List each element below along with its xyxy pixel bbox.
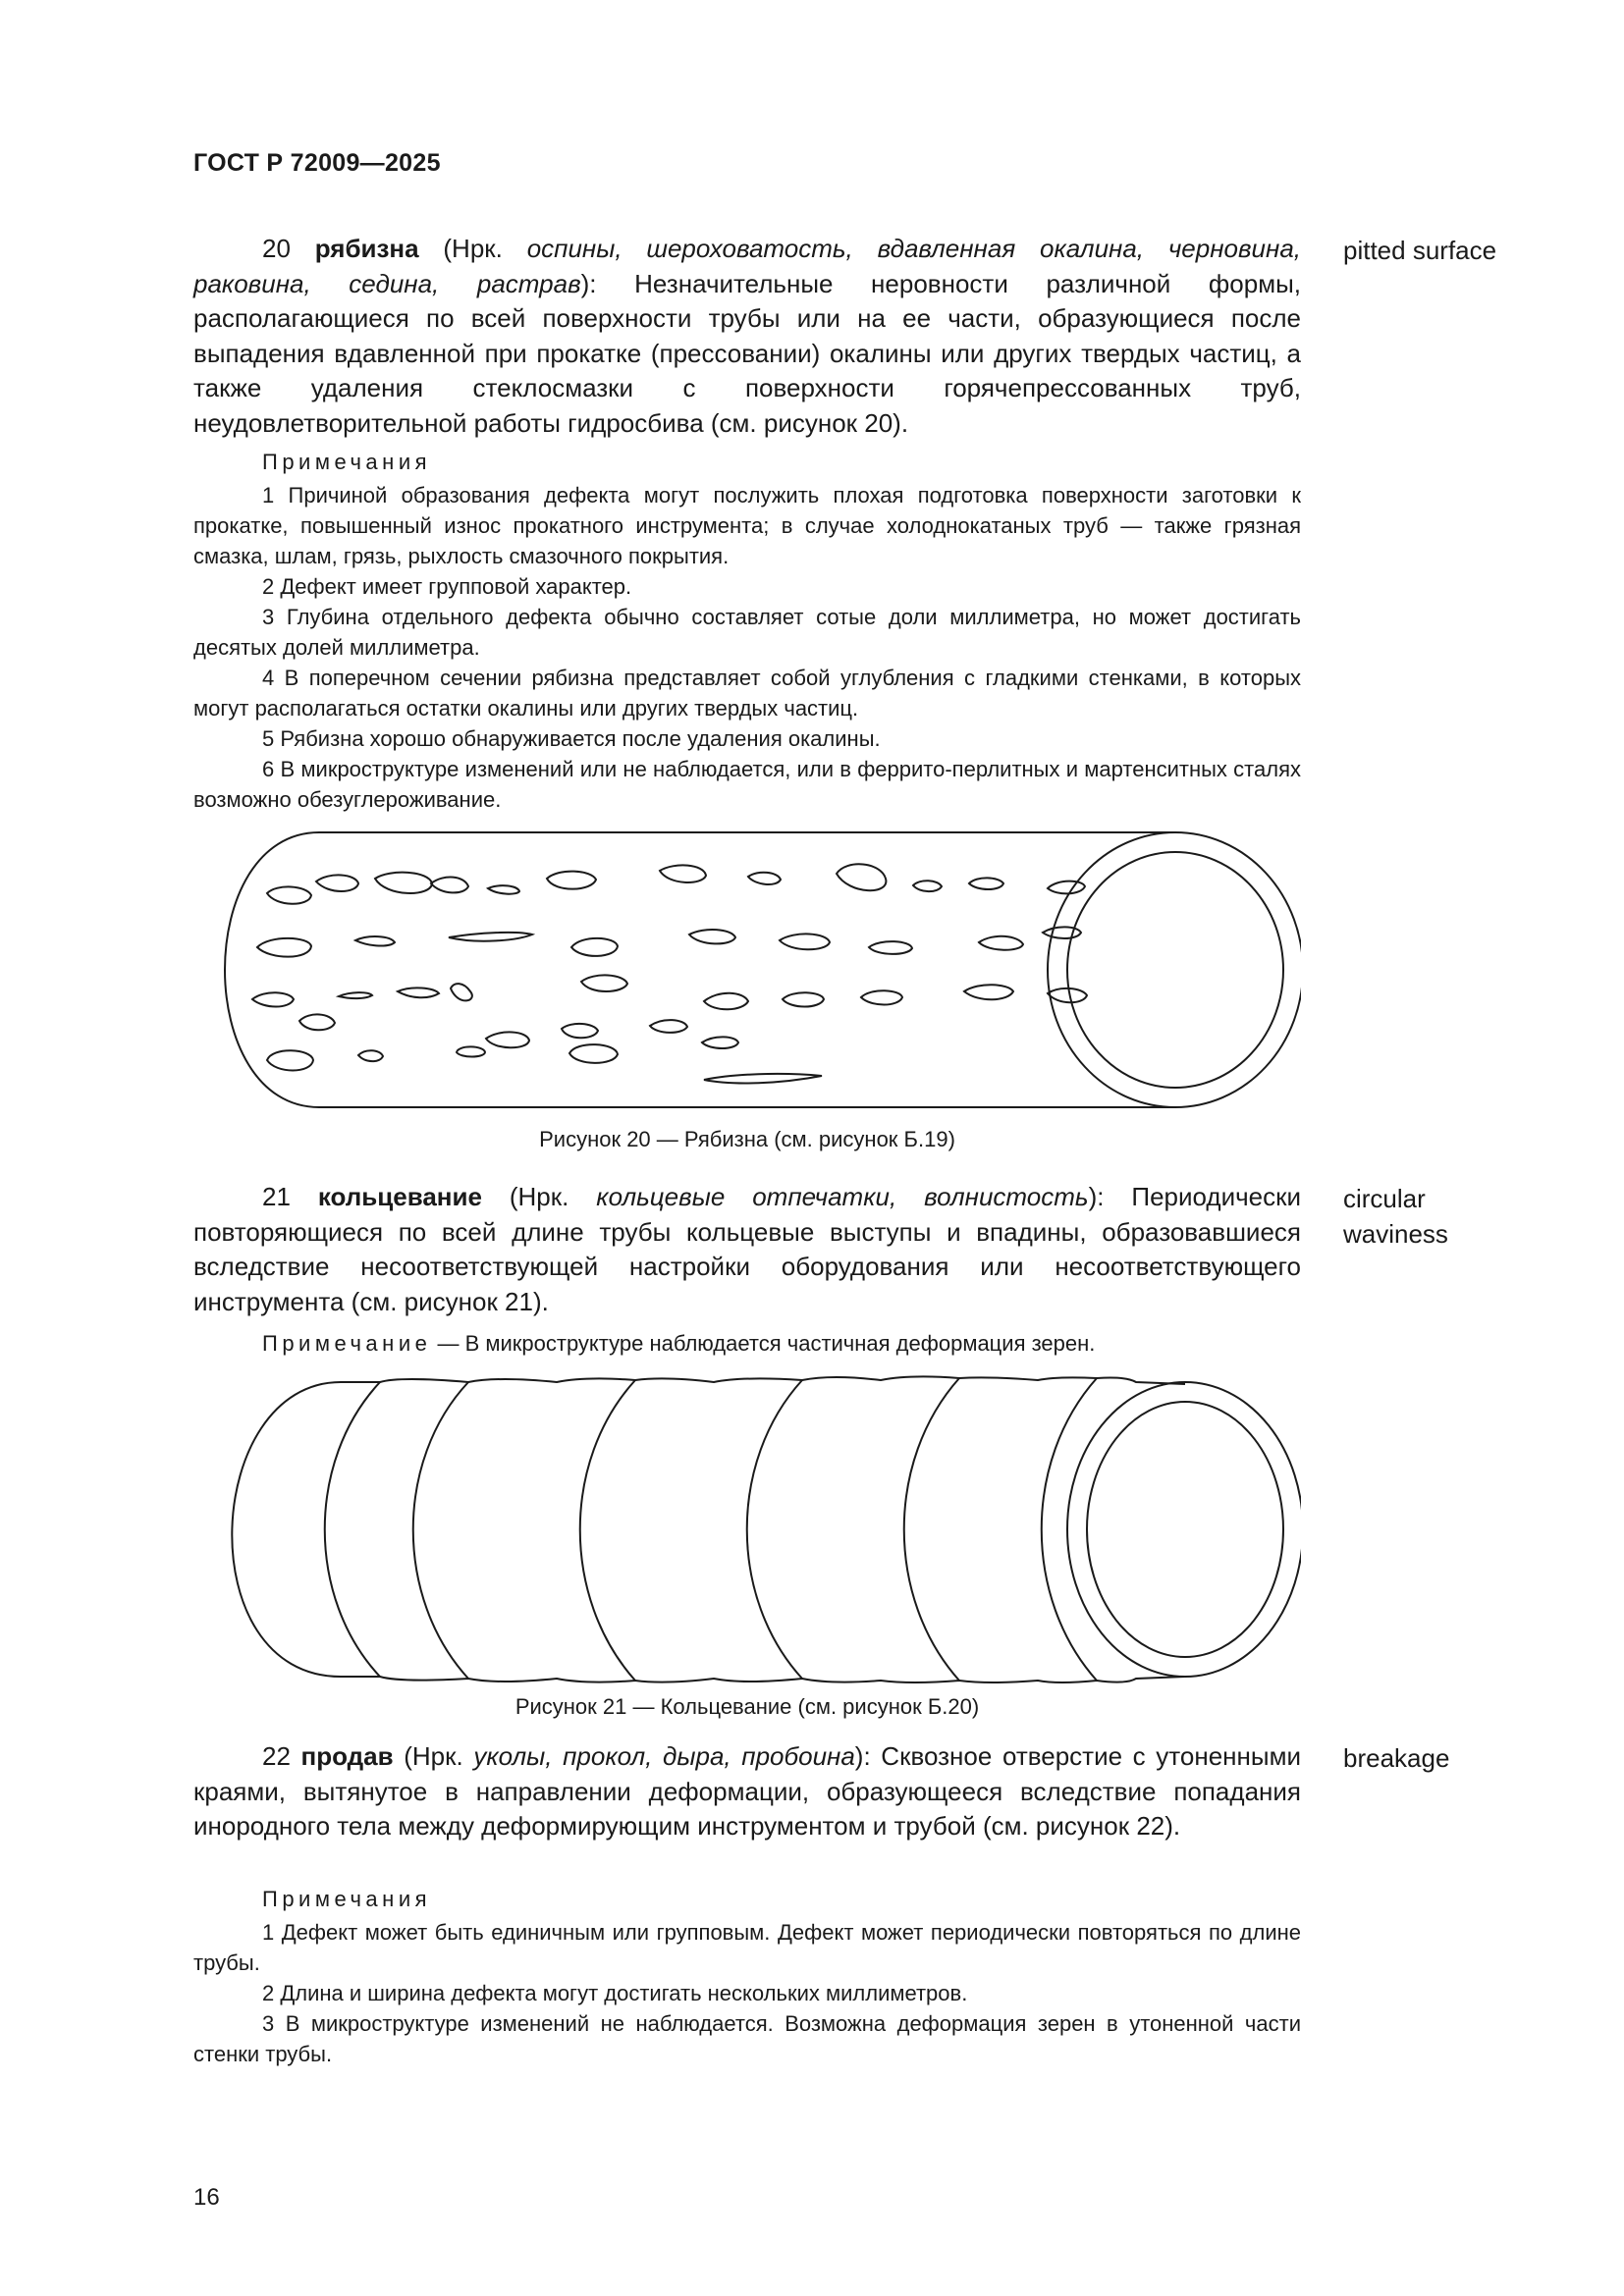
term-suffix: ):	[1088, 1182, 1132, 1211]
term-21-paragraph	[193, 1180, 1301, 1319]
term-20-english: pitted surface	[1343, 236, 1497, 265]
term-22-english: breakage	[1343, 1743, 1450, 1773]
term-number: 20	[262, 234, 291, 263]
term-name: кольцевание	[317, 1182, 482, 1211]
term-definition: Сквозное отверстие с утоненными краями, вытянутое в направлении деформации, образующееся вследствие попадания инородного тела между деформирующим инструментом и трубой (см. рисунок 22).	[193, 1741, 1301, 1841]
note-label: Примечание	[262, 1331, 432, 1356]
figure-20-caption: Рисунок 20 — Рябизна (см. рисунок Б.19)	[539, 1127, 955, 1151]
ring-groove	[580, 1380, 635, 1681]
term-22-paragraph	[193, 1739, 1301, 1844]
term-prefix: (Нрк.	[418, 234, 527, 263]
term-prefix: (Нрк.	[481, 1182, 597, 1211]
ring-groove	[1042, 1378, 1097, 1681]
ring-groove	[325, 1382, 380, 1677]
note-item: 3 В микроструктуре изменений не наблюдается. Возможна деформация зерен в утоненной части стенки трубы.	[193, 2011, 1301, 2066]
term-synonyms: уколы, прокол, дыра, пробоина	[473, 1741, 855, 1771]
note-item: 1 Дефект может быть единичным или групповым. Дефект может периодически повторяться по длине трубы.	[193, 1920, 1301, 1975]
term-prefix: (Нрк.	[393, 1741, 474, 1771]
note-item: 5 Рябизна хорошо обнаруживается после удаления окалины.	[262, 726, 881, 751]
note-item: 2 Длина и ширина дефекта могут достигать нескольких миллиметров.	[262, 1981, 968, 2005]
term-synonyms: оспины, шероховатость, вдавленная окалина, черновина, раковина, седина, растрав	[193, 234, 1301, 298]
note-item: 2 Дефект имеет групповой характер.	[262, 574, 632, 599]
term-20-paragraph	[193, 232, 1301, 441]
figure-20-pitted-pipe	[193, 825, 1301, 1119]
note-item: 6 В микроструктуре изменений или не наблюдается, или в феррито-перлитных и мартенситных сталях возможно обезуглероживание.	[193, 757, 1301, 812]
term-number: 22	[262, 1741, 291, 1771]
note-text: — В микроструктуре наблюдается частичная деформация зерен.	[431, 1331, 1096, 1356]
term-definition: Периодически повторяющиеся по всей длине трубы кольцевые выступы и впадины, образовавшиеся вследствие несоответствующей настройки оборудования или несоответствующего инструмента (см. рисунок 21).	[193, 1182, 1301, 1316]
term-suffix: ):	[580, 268, 635, 298]
english-line: circular	[1343, 1184, 1426, 1213]
term-number: 21	[262, 1182, 291, 1211]
term-synonyms: кольцевые отпечатки, волнистость	[596, 1182, 1089, 1211]
pipe-body-outline	[225, 832, 1175, 1107]
term-definition: Незначительные неровности различной формы, располагающиеся по всей поверхности трубы или на ее части, образующиеся после выпадения вдавленной при прокатке (прессовании) окалины или других твердых частиц, а также удаления стеклосмазки с поверхности горячепрессованных труб, неудовлетворительной работы гидросбива (см. рисунок 20).	[193, 268, 1301, 438]
ring-groove	[413, 1382, 468, 1679]
term-suffix: ):	[854, 1741, 882, 1771]
figure-21-caption: Рисунок 21 — Кольцевание (см. рисунок Б.20)	[514, 1694, 980, 1719]
note-item: 1 Причиной образования дефекта могут послужить плохая подготовка поверхности заготовки к прокатке, повышенный износ прокатного инструмента; в случае холоднокатаных труб — также грязная смазка, шлам, грязь, рыхлость смазочного покрытия.	[193, 483, 1301, 568]
term-name: рябизна	[314, 234, 419, 263]
notes-title: Примечания	[262, 450, 432, 474]
pipe-end-outer	[1067, 1382, 1301, 1677]
term-21-english	[1343, 1182, 1589, 1252]
pipe-end-inner	[1067, 852, 1283, 1088]
term-name: продав	[300, 1741, 394, 1771]
document-header: ГОСТ Р 72009—2025	[193, 149, 441, 177]
term-21-note	[262, 1331, 1095, 1357]
english-line: waviness	[1343, 1218, 1448, 1249]
pipe-end-outer	[1048, 832, 1301, 1107]
notes-title: Примечания	[262, 1887, 432, 1911]
note-item: 4 В поперечном сечении рябизна представляет собой углубления с гладкими стенками, в которых могут располагаться остатки окалины или других твердых частиц.	[193, 666, 1301, 721]
pipe-end-inner	[1087, 1402, 1283, 1657]
ring-groove	[747, 1380, 802, 1679]
page-number: 16	[193, 2184, 220, 2211]
pits	[252, 864, 1087, 1083]
note-item: 3 Глубина отдельного дефекта обычно составляет сотые доли миллиметра, но может достигать десятых долей миллиметра.	[193, 605, 1301, 660]
ring-groove	[904, 1378, 959, 1681]
figure-21-circular-waviness-pipe	[193, 1372, 1301, 1686]
